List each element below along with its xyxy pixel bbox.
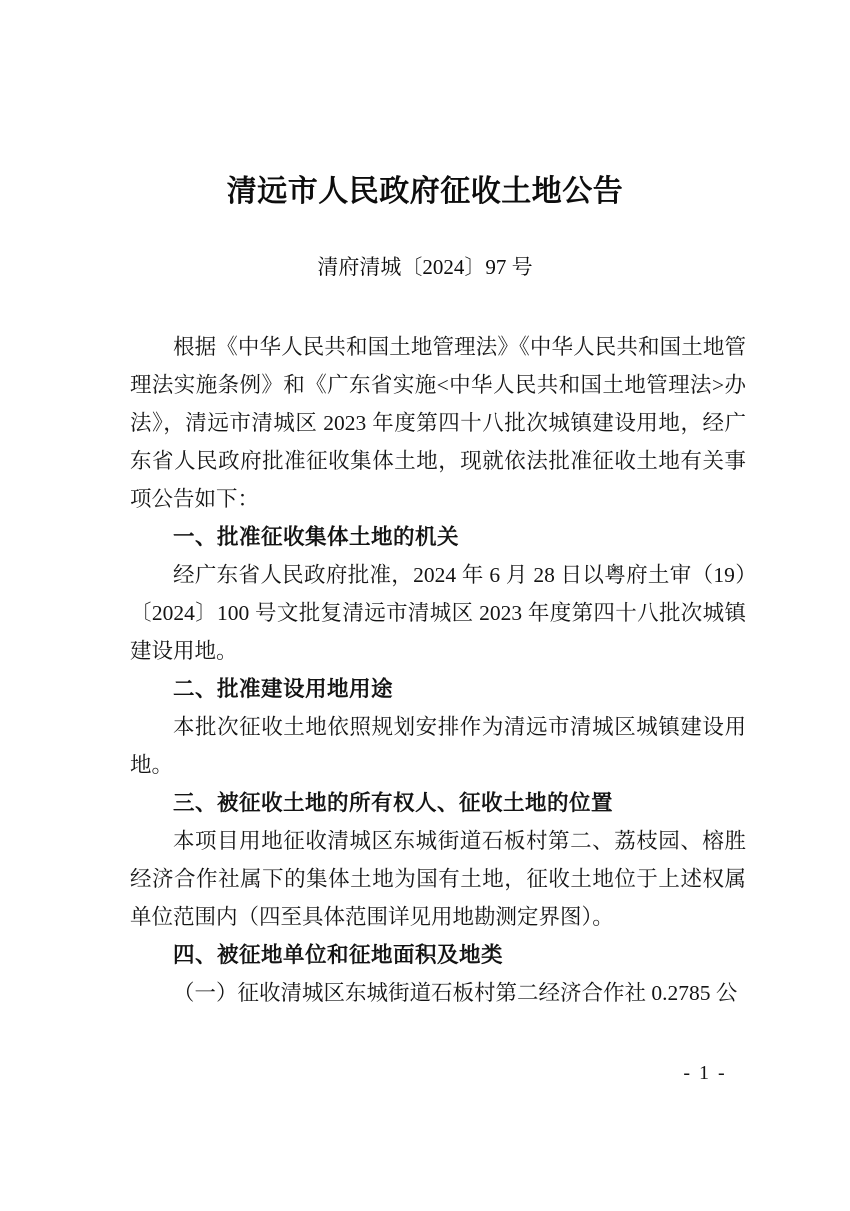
paragraph-intro: 根据《中华人民共和国土地管理法》《中华人民共和国土地管理法实施条例》和《广东省实施<中华人民共和国土地管理法>办法》，清远市清城区 2023 年度第四十八批次城镇建设用地，经广东省人民政府批准征收集体土地，现就依法批准征收土地有关事项公告如下： <box>130 335 746 511</box>
section-heading-3: 三、被征收土地的所有权人、征收土地的位置 <box>173 791 614 815</box>
document-number: 清府清城〔2024〕97 号 <box>317 255 533 279</box>
document-title: 清远市人民政府征收土地公告 <box>226 175 624 208</box>
section-heading-2: 二、批准建设用地用途 <box>173 677 394 701</box>
section-heading-4: 四、被征地单位和征地面积及地类 <box>173 943 504 967</box>
paragraph-section-1: 经广东省人民政府批准，2024 年 6 月 28 日以粤府土审（19）〔2024〕100 号文批复清远市清城区 2023 年度第四十八批次城镇建设用地。 <box>130 563 746 663</box>
page-number: - 1 - <box>683 1062 727 1084</box>
paragraph-section-4-item-1: （一）征收清城区东城街道石板村第二经济合作社 0.2785 公 <box>173 981 738 1005</box>
document-body <box>130 328 746 1012</box>
paragraph-section-3: 本项目用地征收清城区东城街道石板村第二、荔枝园、榕胜经济合作社属下的集体土地为国有土地，征收土地位于上述权属单位范围内（四至具体范围详见用地勘测定界图）。 <box>130 829 746 929</box>
paragraph-section-2: 本批次征收土地依照规划安排作为清远市清城区城镇建设用地。 <box>130 715 746 777</box>
section-heading-1: 一、批准征收集体土地的机关 <box>173 525 460 549</box>
